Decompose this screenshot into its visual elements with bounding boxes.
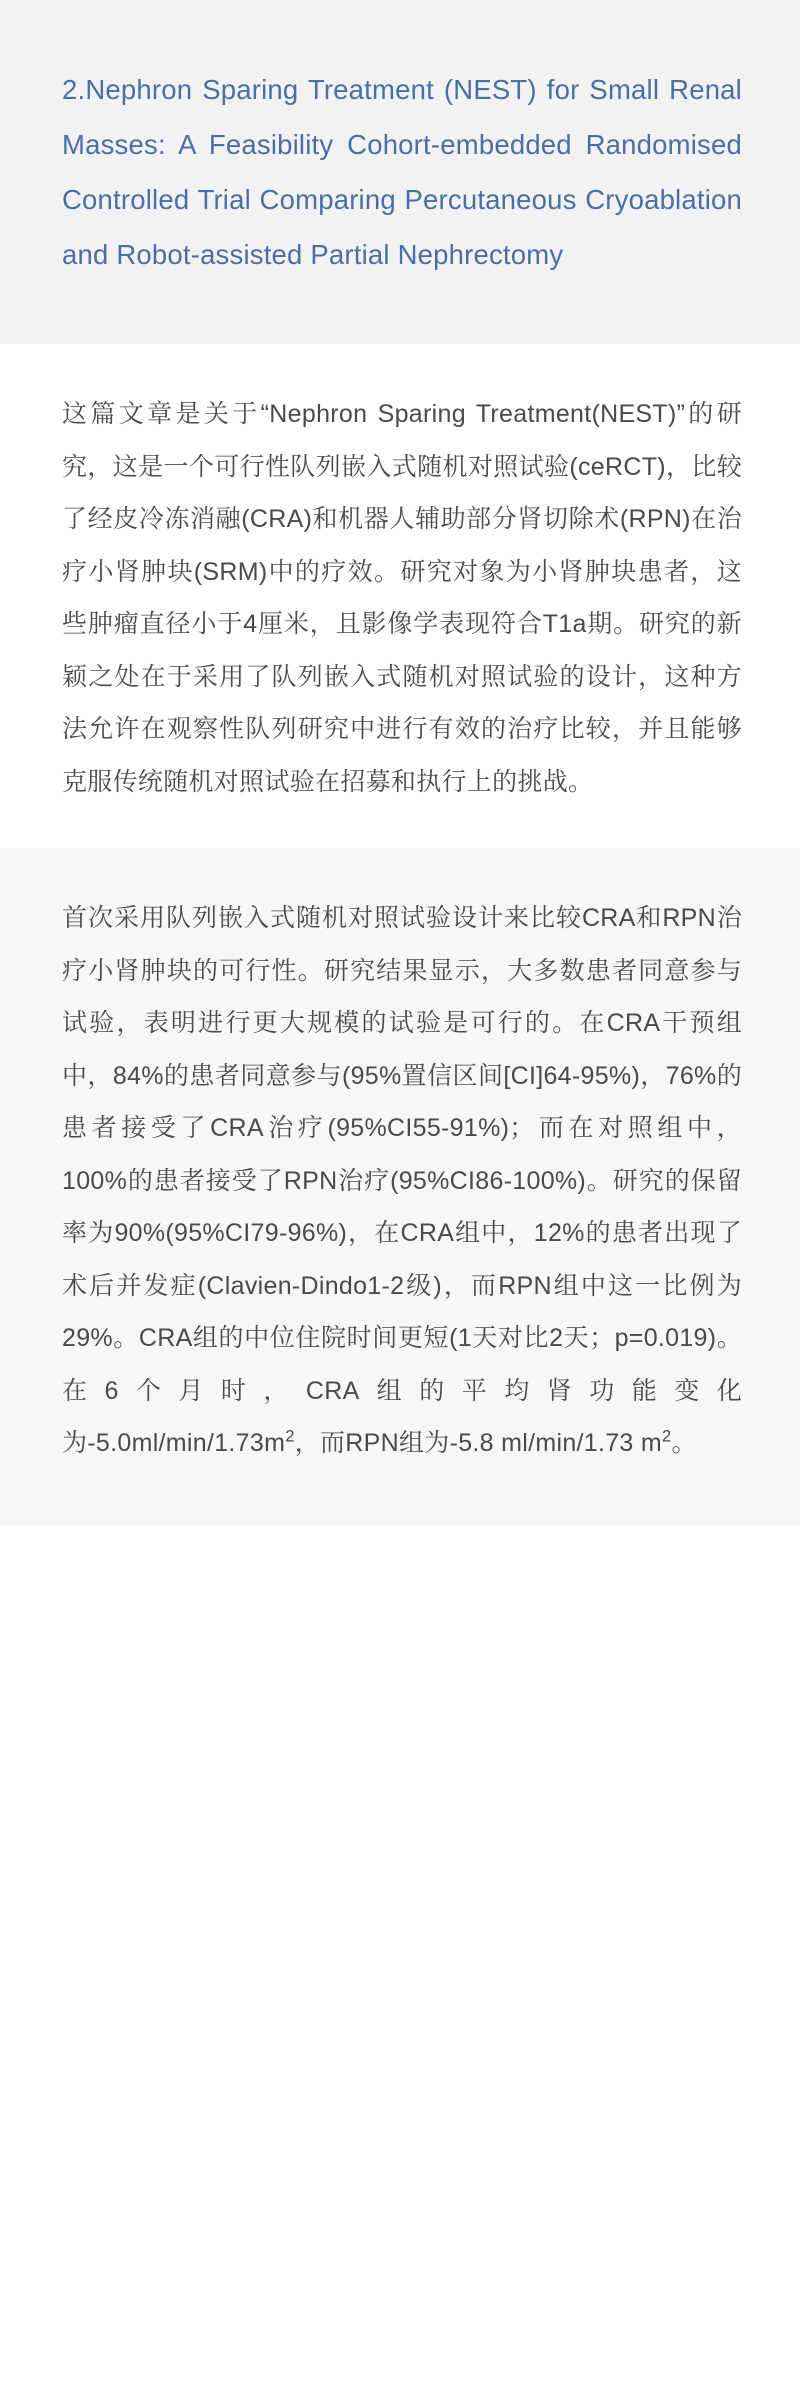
summary-section [0, 344, 800, 848]
findings-text-part-3: 。 [671, 1429, 697, 1457]
article-title-block [0, 0, 800, 344]
findings-text-part-1: 首次采用队列嵌入式随机对照试验设计来比较CRA和RPN治疗小肾肿块的可行性。研究结果显示，大多数患者同意参与试验，表明进行更大规模的试验是可行的。在CRA干预组中，84%的患者同意参与(95%置信区间[CI]64-95%)，76%的患者接受了CRA治疗(95%CI55-91%)；而在对照组中，100%的患者接受了RPN治疗(95%CI86-100%)。研究的保留率为90%(95%CI79-96%)，在CRA组中，12%的患者出现了术后并发症(Clavien-Dindo1-2级)，而RPN组中这一比例为29%。CRA组的中位住院时间更短(1天对比2天；p=0.019)。在6个月时，CRA组的平均肾功能变化为-5.0ml/min/1.73m [62, 904, 742, 1457]
findings-text-part-2: ，而RPN组为-5.8 ml/min/1.73 m [294, 1429, 662, 1457]
findings-paragraph [62, 892, 742, 1470]
page-title: 2.Nephron Sparing Treatment (NEST) for Small Renal Masses: A Feasibility Cohort-embedded Randomised Controlled Trial Comparing Percutaneous Cryoablation and Robot-assisted Partial Nephrectomy [62, 74, 742, 270]
summary-paragraph: 这篇文章是关于“Nephron Sparing Treatment(NEST)”的研究，这是一个可行性队列嵌入式随机对照试验(ceRCT)，比较了经皮冷冻消融(CRA)和机器人辅助部分肾切除术(RPN)在治疗小肾肿块(SRM)中的疗效。研究对象为小肾肿块患者，这些肿瘤直径小于4厘米，且影像学表现符合T1a期。研究的新颖之处在于采用了队列嵌入式随机对照试验的设计，这种方法允许在观察性队列研究中进行有效的治疗比较，并且能够克服传统随机对照试验在招募和执行上的挑战。 [62, 400, 742, 796]
findings-superscript-1: 2 [285, 1427, 295, 1446]
findings-section [0, 848, 800, 1526]
findings-superscript-2: 2 [662, 1427, 672, 1446]
